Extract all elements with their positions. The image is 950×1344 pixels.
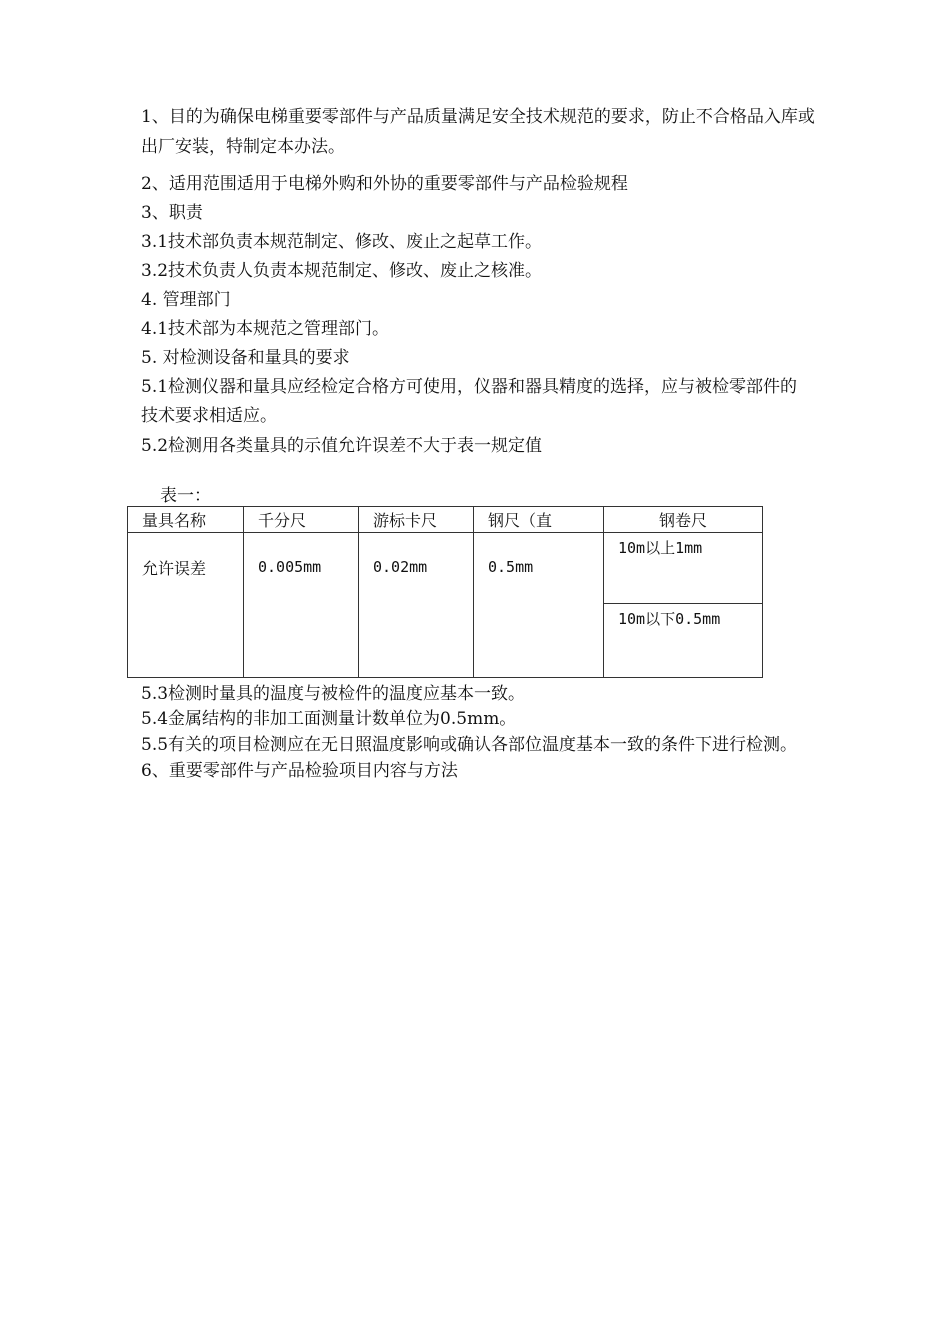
table-cell <box>604 533 763 604</box>
paragraph-5-1-line1: 5.1检测仪器和量具应经检定合格方可使用，仪器和器具精度的选择，应与被检零部件的 <box>141 377 798 397</box>
table-header-cell <box>244 507 359 533</box>
header-micrometer: 千分尺 <box>258 511 307 530</box>
paragraph-5-4: 5.4金属结构的非加工面测量计数单位为0.5mm。 <box>141 709 517 729</box>
header-steel-ruler: 钢尺（直 <box>488 511 553 530</box>
value-tape-below-10m: 10m以下0.5mm <box>618 610 721 628</box>
table-header-row <box>128 507 763 533</box>
table-cell <box>359 533 474 678</box>
table-cell <box>128 533 244 678</box>
table-header-cell <box>359 507 474 533</box>
table-header-cell <box>474 507 604 533</box>
table-row-upper <box>128 533 763 604</box>
tolerance-table <box>127 506 763 678</box>
paragraph-5-2: 5.2检测用各类量具的示值允许误差不大于表一规定值 <box>141 436 543 456</box>
table-caption: 表一： <box>160 486 211 506</box>
paragraph-5-3: 5.3检测时量具的温度与被检件的温度应基本一致。 <box>141 684 526 704</box>
table-cell <box>604 604 763 678</box>
paragraph-3-2: 3.2技术负责人负责本规范制定、修改、废止之核准。 <box>141 261 543 281</box>
paragraph-4-1: 4.1技术部为本规范之管理部门。 <box>141 319 390 339</box>
heading-responsibilities: 3、职责 <box>141 203 203 223</box>
header-tape-measure: 钢卷尺 <box>658 511 707 530</box>
paragraph-purpose-line1: 1、目的为确保电梯重要零部件与产品质量满足安全技术规范的要求，防止不合格品入库或 <box>141 107 815 127</box>
table-header-cell <box>604 507 763 533</box>
value-steel-ruler: 0.5mm <box>488 558 534 576</box>
header-vernier-caliper: 游标卡尺 <box>373 511 438 530</box>
paragraph-purpose-line2: 出厂安装，特制定本办法。 <box>141 137 345 157</box>
header-instrument-name: 量具名称 <box>142 511 207 530</box>
paragraph-5-1-line2: 技术要求相适应。 <box>141 406 277 426</box>
paragraph-scope: 2、适用范围适用于电梯外购和外协的重要零部件与产品检验规程 <box>141 174 628 194</box>
heading-equipment-requirements: 5. 对检测设备和量具的要求 <box>141 348 350 368</box>
row-label-allowable-error: 允许误差 <box>142 559 207 578</box>
table-header-cell <box>128 507 244 533</box>
paragraph-5-5: 5.5有关的项目检测应在无日照温度影响或确认各部位温度基本一致的条件下进行检测。 <box>141 735 798 755</box>
value-tape-above-10m: 10m以上1mm <box>618 539 703 557</box>
value-micrometer: 0.005mm <box>258 558 322 576</box>
value-vernier-caliper: 0.02mm <box>373 558 428 576</box>
heading-inspection-items: 6、重要零部件与产品检验项目内容与方法 <box>141 761 458 781</box>
table-cell <box>244 533 359 678</box>
paragraph-3-1: 3.1技术部负责本规范制定、修改、废止之起草工作。 <box>141 232 543 252</box>
table-cell <box>474 533 604 678</box>
heading-management: 4. 管理部门 <box>141 290 231 310</box>
